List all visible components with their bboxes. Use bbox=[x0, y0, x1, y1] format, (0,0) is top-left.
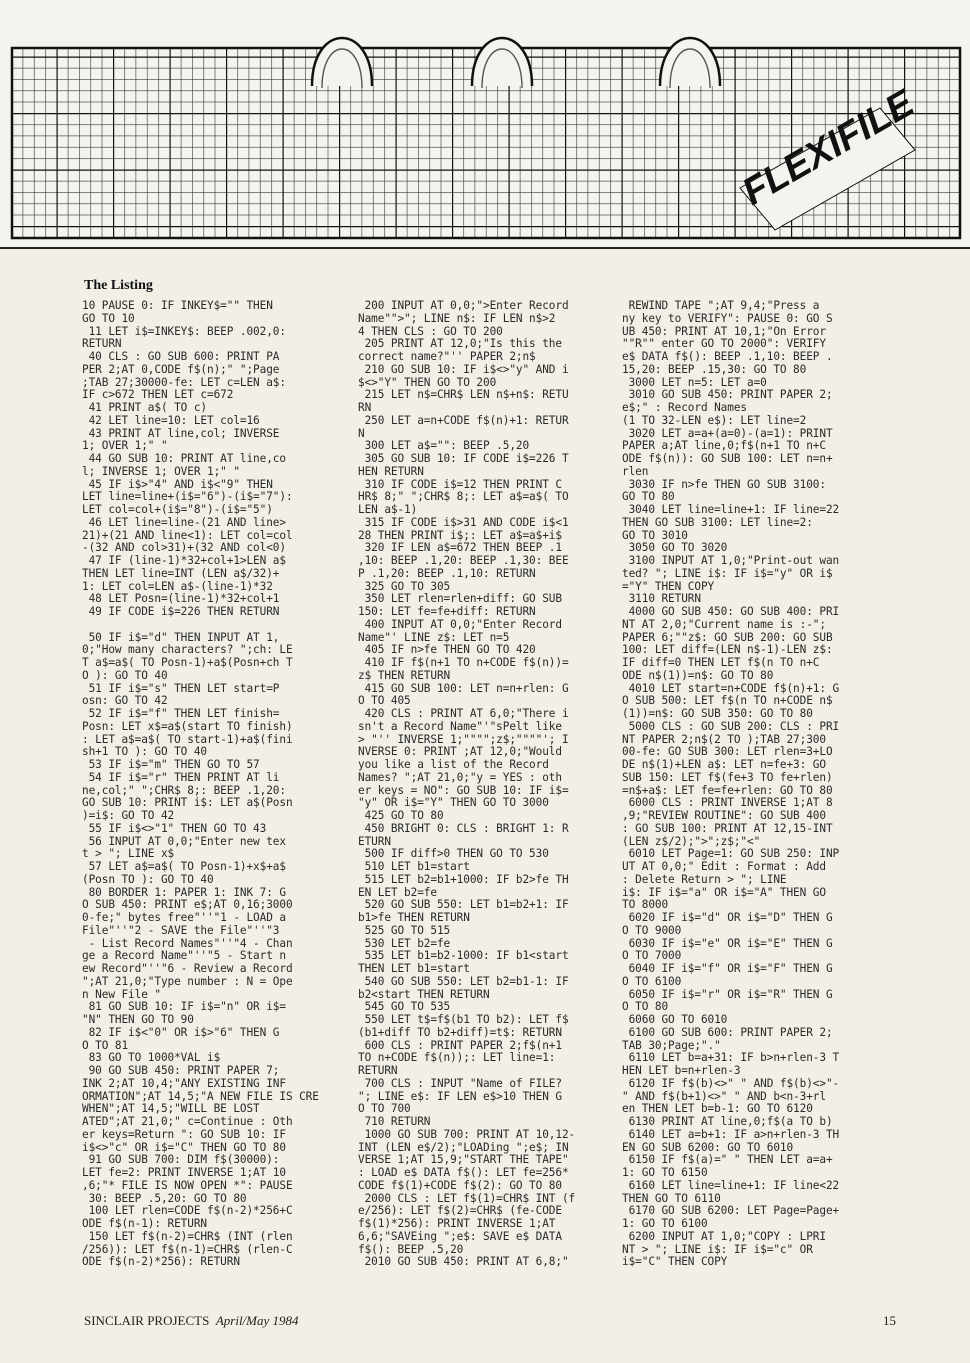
code-line: 6100 GO SUB 600: PRINT PAPER 2; bbox=[622, 1025, 833, 1039]
code-line: 3050 GO TO 3020 bbox=[622, 541, 728, 555]
code-line: EN GO SUB 6200: GO TO 6010 bbox=[622, 1140, 794, 1154]
code-line: 00-fe: GO SUB 300: LET rlen=3+LO bbox=[622, 745, 833, 759]
code-line: ,6;"* FILE IS NOW OPEN *": PAUSE bbox=[82, 1178, 293, 1192]
code-line: 15,20: BEEP .15,30: GO TO 80 bbox=[622, 362, 807, 376]
code-line: 150: LET fe=fe+diff: RETURN bbox=[358, 605, 536, 618]
code-line: (b1+diff TO b2+diff)=t$: RETURN bbox=[358, 1025, 562, 1039]
code-line: rlen bbox=[622, 464, 649, 478]
code-line: e/256): LET f$(2)=CHR$ (fe-CODE bbox=[358, 1204, 562, 1218]
code-line: ODE f$(n-2)*256): RETURN bbox=[82, 1255, 240, 1269]
code-line: : Delete Return > "; LINE bbox=[622, 872, 787, 886]
code-line: sn't a Record Name"'"sPelt like bbox=[358, 719, 562, 733]
code-line: VERSE 1;AT 15,9;"START THE TAPE" bbox=[358, 1153, 569, 1167]
code-line: O TO 7000 bbox=[622, 949, 682, 963]
code-line: RETURN bbox=[82, 337, 122, 351]
code-line: 6110 LET b=a+31: IF b>n+rlen-3 T bbox=[622, 1051, 840, 1065]
code-line: 1; OVER 1;" " bbox=[82, 439, 168, 453]
code-line: 80 BORDER 1: PAPER 1: INK 7: G bbox=[82, 885, 286, 899]
code-line: 350 LET rlen=rlen+diff: GO SUB bbox=[358, 592, 562, 606]
code-line: > "'' INVERSE 1;"""";z$;""""'; I bbox=[358, 732, 569, 746]
code-line: LET col=col+(i$="8")-(i$="5") bbox=[82, 503, 273, 516]
code-line: WHEN";AT 14,5;"WILL BE LOST bbox=[82, 1102, 260, 1116]
code-line: 50 IF i$="d" THEN INPUT AT 1, bbox=[82, 630, 280, 644]
code-line: ATED";AT 21,0;" c=Continue : Oth bbox=[82, 1115, 293, 1128]
code-line: 250 LET a=n+CODE f$(n)+1: RETUR bbox=[358, 413, 569, 427]
code-line: O TO 80 bbox=[622, 1000, 669, 1014]
code-line: osn: GO TO 42 bbox=[82, 694, 168, 708]
code-line: ,9;"REVIEW ROUTINE": GO SUB 400 bbox=[622, 809, 826, 822]
code-line: 415 GO SUB 100: LET n=n+rlen: G bbox=[358, 681, 569, 695]
code-line: RN bbox=[358, 401, 372, 414]
code-line: 525 GO TO 515 bbox=[358, 923, 451, 937]
code-line: e$ DATA f$(): BEEP .1,10: BEEP . bbox=[622, 350, 833, 363]
code-line: 545 GO TO 535 bbox=[358, 1000, 451, 1014]
code-line: 100 LET rlen=CODE f$(n-2)*256+C bbox=[82, 1204, 293, 1218]
code-line: 21)+(21 AND line<1): LET col=col bbox=[82, 528, 293, 542]
code-line: $<>"Y" THEN GO TO 200 bbox=[358, 375, 497, 389]
code-line: ODE n$(1))=n$: GO TO 80 bbox=[622, 668, 774, 682]
code-line: 3010 GO SUB 450: PRINT PAPER 2; bbox=[622, 388, 833, 402]
code-line: NT AT 2,0;"Current name is :-"; bbox=[622, 617, 826, 631]
listing-heading: The Listing bbox=[84, 278, 153, 293]
code-line: 6120 IF f$(b)<>" " AND f$(b)<>"- bbox=[622, 1076, 840, 1090]
code-line: 11 LET i$=INKEY$: BEEP .002,0: bbox=[82, 324, 286, 338]
code-line: TO n+CODE f$(n));: LET line=1: bbox=[358, 1051, 556, 1065]
code-line: Names? ";AT 21,0;"y = YES : oth bbox=[358, 770, 562, 784]
code-line: 4 THEN CLS : GO TO 200 bbox=[358, 324, 503, 338]
code-line: 315 IF CODE i$>31 AND CODE i$<1 bbox=[358, 515, 569, 529]
code-line: 530 LET b2=fe bbox=[358, 936, 451, 950]
code-line: 535 LET b1=b2-1000: IF b1<start bbox=[358, 949, 569, 963]
code-line: 3100 INPUT AT 1,0;"Print-out wan bbox=[622, 554, 840, 567]
code-line: er keys = NO": GO SUB 10: IF i$= bbox=[358, 783, 569, 797]
code-line: 45 IF i$>"4" AND i$<"9" THEN bbox=[82, 477, 273, 491]
code-line: INT (LEN e$/2);"LOADing ";e$; IN bbox=[358, 1140, 569, 1154]
code-line: 52 IF i$="f" THEN LET finish= bbox=[82, 707, 280, 720]
code-line: REWIND TAPE ";AT 9,4;"Press a bbox=[622, 299, 820, 312]
code-line: /256)): LET f$(n-1)=CHR$ (rlen-C bbox=[82, 1242, 293, 1256]
code-line: en THEN LET b=b-1: GO TO 6120 bbox=[622, 1102, 813, 1116]
code-line: 6170 GO SUB 6200: LET Page=Page+ bbox=[622, 1204, 840, 1218]
code-line: 1000 GO SUB 700: PRINT AT 10,12- bbox=[358, 1127, 576, 1141]
code-line: 320 IF LEN a$=672 THEN BEEP .1 bbox=[358, 541, 562, 555]
code-line: HR$ 8;" ";CHR$ 8;: LET a$=a$( TO bbox=[358, 490, 569, 504]
code-line: 3020 LET a=a+(a=0)-(a=1): PRINT bbox=[622, 426, 833, 440]
code-line: Posn: LET x$=a$(start TO finish) bbox=[82, 719, 293, 733]
code-line: i$: IF i$="a" OR i$="A" THEN GO bbox=[622, 885, 826, 899]
code-line: 81 GO SUB 10: IF i$="n" OR i$= bbox=[82, 1000, 286, 1014]
code-line: ny key to VERIFY": PAUSE 0: GO S bbox=[622, 311, 833, 325]
code-line: 500 IF diff>0 THEN GO TO 530 bbox=[358, 847, 549, 861]
code-line: l; INVERSE 1; OVER 1;" " bbox=[82, 464, 240, 478]
code-line: 425 GO TO 80 bbox=[358, 809, 444, 822]
code-line: CODE f$(1)+CODE f$(2): GO TO 80 bbox=[358, 1178, 562, 1192]
code-line: 6060 GO TO 6010 bbox=[622, 1013, 728, 1026]
code-line: THEN GO TO 6110 bbox=[622, 1191, 721, 1205]
code-line: 82 IF i$<"0" OR i$>"6" THEN G bbox=[82, 1025, 280, 1039]
code-line: 47 IF (line-1)*32+col+1>LEN a$ bbox=[82, 554, 286, 567]
code-line: 6030 IF i$="e" OR i$="E" THEN G bbox=[622, 936, 833, 950]
code-line: : LOAD e$ DATA f$(): LET fe=256* bbox=[358, 1166, 569, 1179]
code-line: 6020 IF i$="d" OR i$="D" THEN G bbox=[622, 911, 833, 924]
code-line: GO TO 3010 bbox=[622, 528, 688, 542]
code-line: 6,6;"SAVEing ";e$: SAVE e$ DATA bbox=[358, 1229, 562, 1243]
code-line: (1))=n$: GO SUB 350: GO TO 80 bbox=[622, 707, 813, 720]
code-line: 51 IF i$="s" THEN LET start=P bbox=[82, 681, 280, 695]
code-line: O TO 6100 bbox=[622, 974, 682, 988]
code-line: 30: BEEP .5,20: GO TO 80 bbox=[82, 1191, 247, 1205]
code-line: (Posn TO ): GO TO 40 bbox=[82, 872, 214, 886]
code-line: 1: GO TO 6150 bbox=[622, 1166, 708, 1179]
code-line: HEN LET b=n+rlen-3 bbox=[622, 1064, 741, 1077]
code-line: 3040 LET line=line+1: IF line=22 bbox=[622, 503, 840, 516]
code-line: 49 IF CODE i$=226 THEN RETURN bbox=[82, 605, 280, 618]
code-line: 210 GO SUB 10: IF i$<>"y" AND i bbox=[358, 362, 569, 376]
code-line: PER 2;AT 0,CODE f$(n);" ";Page bbox=[82, 362, 280, 376]
graph-paper-illustration bbox=[0, 0, 970, 250]
code-line: 1: GO TO 6100 bbox=[622, 1217, 708, 1230]
code-line: NT PAPER 2;n$(2 TO );TAB 27;300 bbox=[622, 732, 826, 746]
code-line: : LET a$=a$( TO start-1)+a$(fini bbox=[82, 732, 293, 746]
code-line: 700 CLS : INPUT "Name of FILE? bbox=[358, 1076, 562, 1090]
page-footer bbox=[84, 1313, 299, 1329]
code-line: 55 IF i$<>"1" THEN GO TO 43 bbox=[82, 821, 267, 835]
code-line: THEN LET b1=start bbox=[358, 962, 470, 975]
code-line: Name"">"; LINE n$: IF LEN n$>2 bbox=[358, 311, 556, 325]
code-line: 150 LET f$(n-2)=CHR$ (INT (rlen bbox=[82, 1229, 293, 1243]
code-line: O SUB 450: PRINT e$;AT 0,16;3000 bbox=[82, 898, 293, 912]
listing-column-1 bbox=[82, 300, 360, 1269]
code-line: ORMATION";AT 14,5;"A NEW FILE IS CRE bbox=[82, 1089, 319, 1103]
code-line: 6140 LET a=b+1: IF a>n+rlen-3 TH bbox=[622, 1127, 840, 1141]
code-line: DE n$(1)+LEN a$: LET n=fe+3: GO bbox=[622, 758, 826, 771]
code-line: 6150 IF f$(a)=" " THEN LET a=a+ bbox=[622, 1153, 833, 1167]
code-line: e$;" : Record Names bbox=[622, 401, 748, 414]
code-line: 4010 LET start=n+CODE f$(n)+1: G bbox=[622, 681, 840, 695]
code-line: er keys=Return ": GO SUB 10: IF bbox=[82, 1127, 286, 1141]
code-line: IF c>672 THEN LET c=672 bbox=[82, 388, 234, 402]
code-line: 300 LET a$="": BEEP .5,20 bbox=[358, 439, 530, 453]
code-line: sh+1 TO ): GO TO 40 bbox=[82, 745, 208, 759]
code-line: 6000 CLS : PRINT INVERSE 1;AT 8 bbox=[622, 796, 833, 810]
code-line: 56 INPUT AT 0,0;"Enter new tex bbox=[82, 834, 286, 848]
code-line: 1: LET col=LEN a$-(line-1)*32 bbox=[82, 579, 273, 593]
code-line: 510 LET b1=start bbox=[358, 860, 470, 873]
code-line: THEN LET line=INT (LEN a$/32)+ bbox=[82, 566, 280, 580]
page-number: 15 bbox=[883, 1313, 896, 1328]
listing-column-3 bbox=[622, 300, 922, 1269]
code-line: TAB 30;Page;"." bbox=[622, 1038, 721, 1052]
code-line: 90 GO SUB 450: PRINT PAPER 7; bbox=[82, 1064, 280, 1077]
code-line: 200 INPUT AT 0,0;">Enter Record bbox=[358, 299, 569, 312]
code-line: - List Record Names"''"4 - Chan bbox=[82, 936, 293, 950]
code-line: f$(1)*256): PRINT INVERSE 1;AT bbox=[358, 1217, 556, 1230]
code-line: 515 LET b2=b1+1000: IF b2>fe TH bbox=[358, 872, 569, 886]
magazine-name: SINCLAIR PROJECTS bbox=[84, 1313, 210, 1328]
code-line: 44 GO SUB 10: PRINT AT line,co bbox=[82, 452, 286, 465]
code-line: 540 GO SUB 550: LET b2=b1-1: IF bbox=[358, 974, 569, 988]
code-line: (1 TO 32-LEN e$): LET line=2 bbox=[622, 413, 807, 427]
code-line: 53 IF i$="m" THEN GO TO 57 bbox=[82, 758, 260, 771]
code-line: 4000 GO SUB 450: GO SUB 400: PRI bbox=[622, 605, 840, 618]
code-line: T a$=a$( TO Posn-1)+a$(Posn+ch T bbox=[82, 656, 293, 669]
code-line: ETURN bbox=[358, 834, 391, 848]
code-line: 48 LET Posn=(line-1)*32+col+1 bbox=[82, 592, 280, 606]
issue-date: April/May 1984 bbox=[215, 1313, 299, 1328]
code-line: ;TAB 27;30000-fe: LET c=LEN a$: bbox=[82, 375, 286, 389]
code-line: O ): GO TO 40 bbox=[82, 668, 168, 682]
graph-paper-header bbox=[0, 0, 970, 250]
code-line: HEN RETURN bbox=[358, 464, 424, 478]
code-line: SUB 150: LET f$(fe+3 TO fe+rlen) bbox=[622, 770, 833, 784]
code-line: 41 PRINT a$( TO c) bbox=[82, 401, 208, 414]
code-line: LET line=line+(i$="6")-(i$="7"): bbox=[82, 490, 293, 504]
code-line: (LEN z$/2);">";z$;"<" bbox=[622, 834, 761, 848]
code-line: )=i$: GO TO 42 bbox=[82, 809, 175, 822]
code-line: 28 THEN PRINT i$;: LET a$=a$+i$ bbox=[358, 528, 562, 542]
listing-column-2 bbox=[358, 300, 633, 1269]
code-line: -(32 AND col>31)+(32 AND col<0) bbox=[82, 541, 286, 555]
code-line: ""R"" enter GO TO 2000": VERIFY bbox=[622, 337, 826, 351]
code-line: ODE f$(n)): GO SUB 100: LET n=n+ bbox=[622, 452, 833, 465]
code-line: 6200 INPUT AT 1,0;"COPY : LPRI bbox=[622, 1229, 826, 1243]
code-line: O TO 700 bbox=[358, 1102, 411, 1116]
code-line: 10 PAUSE 0: IF INKEY$="" THEN bbox=[82, 299, 273, 312]
code-line: you like a list of the Record bbox=[358, 758, 549, 771]
code-line: 54 IF i$="r" THEN PRINT AT li bbox=[82, 770, 280, 784]
code-line: 215 LET n$=CHR$ LEN n$+n$: RETU bbox=[358, 388, 569, 402]
code-line: correct name?"'' PAPER 2;n$ bbox=[358, 350, 536, 363]
code-line: 325 GO TO 305 bbox=[358, 579, 451, 593]
code-line: 6050 IF i$="r" OR i$="R" THEN G bbox=[622, 987, 833, 1001]
code-line: UB 450: PRINT AT 10,1;"On Error bbox=[622, 324, 826, 338]
code-line: 550 LET t$=f$(b1 TO b2): LET f$ bbox=[358, 1013, 569, 1026]
code-line: THEN GO SUB 3100: LET line=2: bbox=[622, 515, 813, 529]
code-line: 57 LET a$=a$( TO Posn-1)+x$+a$ bbox=[82, 860, 286, 873]
code-line: 40 CLS : GO SUB 600: PRINT PA bbox=[82, 350, 280, 363]
code-line: File"''"2 - SAVE the File"''"3 bbox=[82, 923, 280, 937]
code-line: O TO 81 bbox=[82, 1038, 129, 1052]
code-line: 6010 LET Page=1: GO SUB 250: INP bbox=[622, 847, 840, 861]
code-line: 3030 IF n>fe THEN GO SUB 3100: bbox=[622, 477, 826, 491]
code-line: O TO 9000 bbox=[622, 923, 682, 937]
code-line: 2010 GO SUB 450: PRINT AT 6,8;" bbox=[358, 1255, 569, 1269]
code-line: "y" OR i$="Y" THEN GO TO 3000 bbox=[358, 796, 549, 810]
code-line: i$="C" THEN COPY bbox=[622, 1255, 728, 1269]
code-line: 91 GO SUB 700: DIM f$(30000): bbox=[82, 1153, 280, 1167]
code-line: "N" THEN GO TO 90 bbox=[82, 1013, 194, 1026]
code-line: ew Record"''"6 - Review a Record bbox=[82, 962, 293, 975]
code-line: P .1,20: BEEP .1,10: RETURN bbox=[358, 566, 536, 580]
code-line: f$(): BEEP .5,20 bbox=[358, 1242, 464, 1256]
code-line: 420 CLS : PRINT AT 6,0;"There i bbox=[358, 707, 569, 720]
code-line: 405 IF n>fe THEN GO TO 420 bbox=[358, 643, 536, 657]
code-line: GO TO 10 bbox=[82, 311, 135, 325]
code-line: INK 2;AT 10,4;"ANY EXISTING INF bbox=[82, 1076, 286, 1090]
code-line: GO SUB 10: PRINT i$: LET a$(Posn bbox=[82, 796, 293, 810]
code-line: NT > "; LINE i$: IF i$="c" OR bbox=[622, 1242, 813, 1256]
code-line: 83 GO TO 1000*VAL i$ bbox=[82, 1051, 221, 1065]
code-line: NVERSE 0: PRINT ;AT 12,0;"Would bbox=[358, 745, 562, 759]
code-line: 305 GO SUB 10: IF CODE i$=226 T bbox=[358, 452, 569, 465]
code-line: ge a Record Name"''"5 - Start n bbox=[82, 949, 286, 963]
code-line: b2<start THEN RETURN bbox=[358, 987, 490, 1001]
code-line: IF diff=0 THEN LET f$(n TO n+C bbox=[622, 656, 820, 669]
code-line: 205 PRINT AT 12,0;"Is this the bbox=[358, 337, 562, 351]
code-line: PAPER 6;""z$: GO SUB 200: GO SUB bbox=[622, 630, 833, 644]
code-line: 6040 IF i$="f" OR i$="F" THEN G bbox=[622, 962, 833, 975]
code-line: ";AT 21,0;"Type number : N = Ope bbox=[82, 974, 293, 988]
code-line: TO 8000 bbox=[622, 898, 669, 912]
code-line: 6130 PRINT AT line,0;f$(a TO b) bbox=[622, 1115, 833, 1128]
flexifile-logo: FLEXIFILE bbox=[735, 82, 922, 214]
code-line: UT AT 0,0;" Edit : Format : Add bbox=[622, 860, 826, 873]
code-line: 410 IF f$(n+1 TO n+CODE f$(n))= bbox=[358, 656, 569, 669]
code-line: ne,col;" ";CHR$ 8;: BEEP .1,20: bbox=[82, 783, 286, 797]
code-line: ted? "; LINE i$: IF i$="y" OR i$ bbox=[622, 566, 833, 580]
code-line: t > "; LINE x$ bbox=[82, 847, 175, 861]
code-line: z$ THEN RETURN bbox=[358, 668, 451, 682]
code-line: 43 PRINT AT line,col; INVERSE bbox=[82, 426, 280, 440]
code-line: 42 LET line=10: LET col=16 bbox=[82, 413, 260, 427]
code-line: "; LINE e$: IF LEN e$>10 THEN G bbox=[358, 1089, 562, 1103]
code-line: RETURN bbox=[358, 1064, 398, 1077]
code-line: n New File " bbox=[82, 987, 161, 1001]
code-line: 0-fe;" bytes free"''"1 - LOAD a bbox=[82, 911, 286, 924]
code-line: LEN a$-1) bbox=[358, 503, 418, 516]
code-line: 520 GO SUB 550: LET b1=b2+1: IF bbox=[358, 898, 569, 912]
code-line: LET fe=2: PRINT INVERSE 1;AT 10 bbox=[82, 1166, 286, 1179]
code-line: 450 BRIGHT 0: CLS : BRIGHT 1: R bbox=[358, 821, 569, 835]
code-line: O TO 405 bbox=[358, 694, 411, 708]
code-line: 600 CLS : PRINT PAPER 2;f$(n+1 bbox=[358, 1038, 562, 1052]
code-line: b1>fe THEN RETURN bbox=[358, 911, 470, 924]
code-line: ,10: BEEP .1,20: BEEP .1,30: BEE bbox=[358, 554, 569, 567]
code-line: 3110 RETURN bbox=[622, 592, 701, 606]
code-line: 400 INPUT AT 0,0;"Enter Record bbox=[358, 617, 562, 631]
code-line: 2000 CLS : LET f$(1)=CHR$ INT (f bbox=[358, 1191, 576, 1205]
code-line: 46 LET line=line-(21 AND line> bbox=[82, 515, 286, 529]
code-line: " AND f$(b+1)<>" " AND b<n-3+rl bbox=[622, 1089, 826, 1103]
code-line: O SUB 500: LET f$(n TO n+CODE n$ bbox=[622, 694, 833, 708]
code-line: i$<>"c" OR i$="C" THEN GO TO 80 bbox=[82, 1140, 286, 1154]
code-line: =n$+a$: LET fe=fe+rlen: GO TO 80 bbox=[622, 783, 833, 797]
code-line: 6160 LET line=line+1: IF line<22 bbox=[622, 1178, 840, 1192]
code-line: 3000 LET n=5: LET a=0 bbox=[622, 375, 767, 389]
code-line bbox=[82, 619, 360, 632]
code-line: ="Y" THEN COPY bbox=[622, 579, 715, 593]
code-line: 710 RETURN bbox=[358, 1115, 431, 1128]
code-line: 310 IF CODE i$=12 THEN PRINT C bbox=[358, 477, 562, 491]
code-line: ODE f$(n-1): RETURN bbox=[82, 1217, 208, 1230]
code-line: PAPER a;AT line,0;f$(n+1 TO n+C bbox=[622, 439, 826, 453]
code-line: EN LET b2=fe bbox=[358, 885, 437, 899]
code-line: 100: LET diff=(LEN n$-1)-LEN z$: bbox=[622, 643, 833, 657]
code-line: 5000 CLS : GO SUB 200: CLS : PRI bbox=[622, 719, 840, 733]
code-line: GO TO 80 bbox=[622, 490, 675, 504]
code-line: : GO SUB 100: PRINT AT 12,15-INT bbox=[622, 821, 833, 835]
code-line: Name"' LINE z$: LET n=5 bbox=[358, 630, 510, 644]
code-line: 0;"How many characters? ";ch: LE bbox=[82, 643, 293, 657]
code-line: N bbox=[358, 426, 365, 440]
